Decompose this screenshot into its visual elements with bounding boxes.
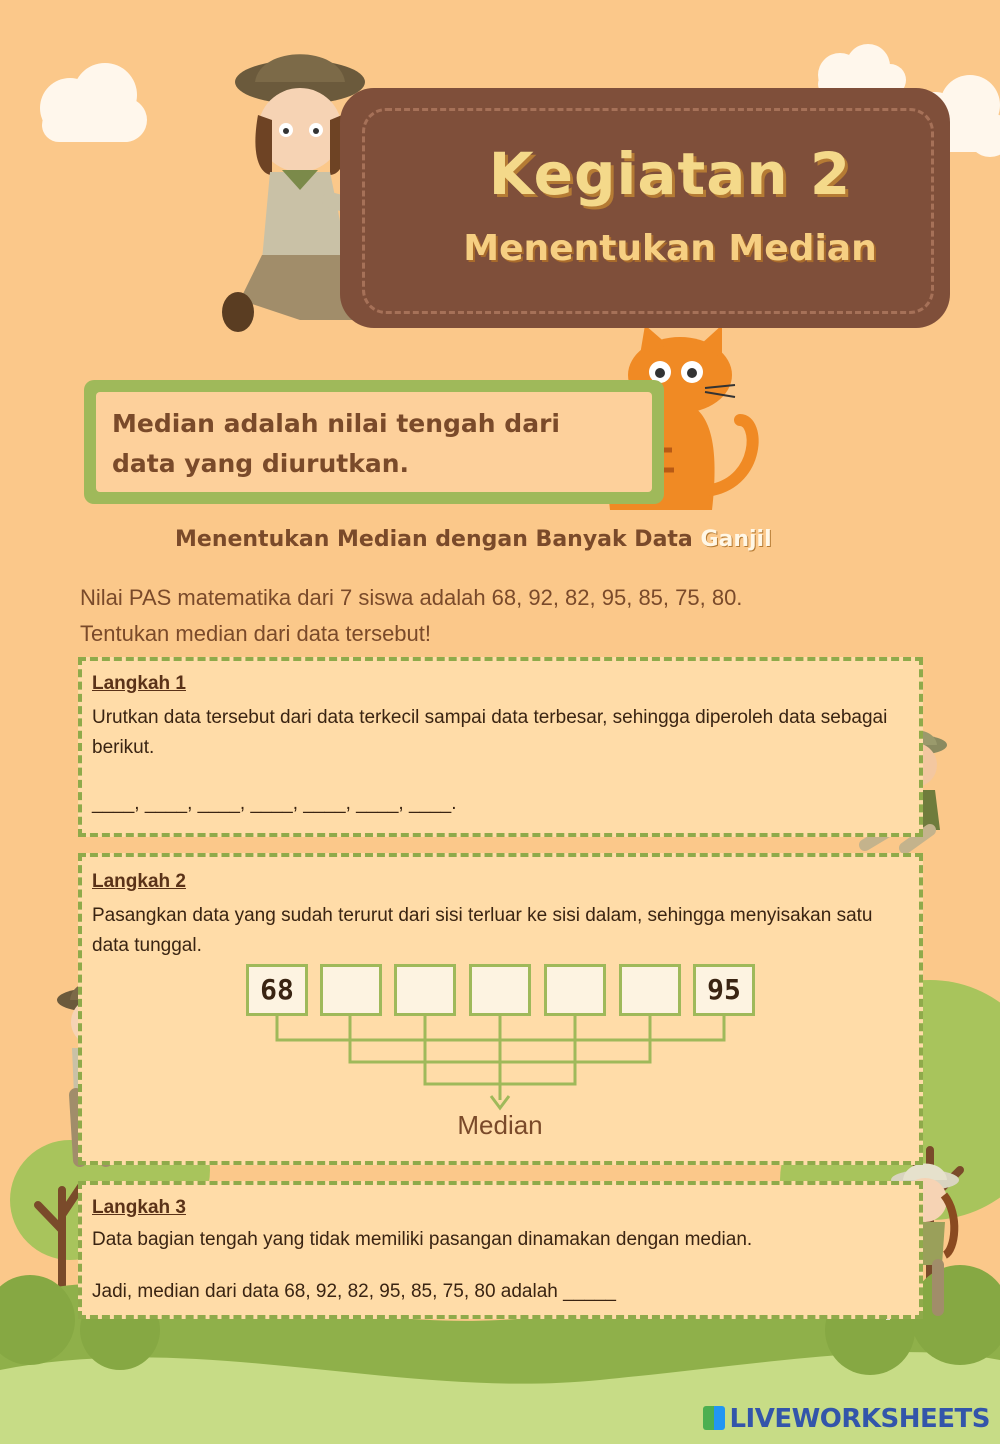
number-box-5[interactable] bbox=[544, 964, 606, 1016]
median-label: Median bbox=[457, 1110, 543, 1140]
liveworksheets-logo bbox=[690, 1404, 990, 1434]
step-3-text: Data bagian tengah yang tidak memiliki pasangan dinamakan dengan median. bbox=[92, 1229, 753, 1250]
liveworksheets-logo-icon bbox=[703, 1406, 725, 1430]
number-box-4[interactable] bbox=[469, 964, 531, 1016]
number-box-7: 95 bbox=[693, 964, 755, 1016]
number-box-1: 68 bbox=[246, 964, 308, 1016]
number-box-6[interactable] bbox=[619, 964, 681, 1016]
section-heading-highlight: Ganjil bbox=[700, 527, 772, 552]
problem-line-1: Nilai PAS matematika dari 7 siswa adalah 68, 92, 82, 95, 85, 75, 80. bbox=[80, 585, 743, 610]
brand-text: LIVEWORKSHEETS bbox=[729, 1404, 990, 1434]
number-box-3[interactable] bbox=[394, 964, 456, 1016]
step-3-conclusion[interactable]: Jadi, median dari data 68, 92, 82, 95, 85, 75, 80 adalah _____ bbox=[92, 1281, 616, 1302]
step-1-title: Langkah 1 bbox=[92, 673, 186, 694]
step-2-text: Pasangkan data yang sudah terurut dari sisi terluar ke sisi dalam, sehingga menyisakan satu data tunggal. bbox=[92, 905, 873, 956]
section-heading-main: Menentukan Median dengan Banyak Data bbox=[175, 527, 701, 552]
problem-line-2: Tentukan median dari data tersebut! bbox=[80, 621, 432, 646]
definition-line-2: data yang diurutkan. bbox=[112, 449, 409, 478]
step-2-title: Langkah 2 bbox=[92, 871, 186, 892]
step-1-text: Urutkan data tersebut dari data terkecil sampai data terbesar, sehingga diperoleh data sebagai berikut. bbox=[92, 707, 888, 758]
step-1-answer-blanks[interactable]: ____, ____, ____, ____, ____, ____, ____. bbox=[92, 793, 457, 814]
page-subtitle: Menentukan Median bbox=[463, 228, 877, 269]
step-3-box bbox=[78, 1181, 923, 1319]
step-3-title: Langkah 3 bbox=[92, 1197, 186, 1218]
number-box-2[interactable] bbox=[320, 964, 382, 1016]
definition-line-1: Median adalah nilai tengah dari bbox=[112, 409, 560, 438]
page-title: Kegiatan 2 bbox=[488, 140, 852, 208]
